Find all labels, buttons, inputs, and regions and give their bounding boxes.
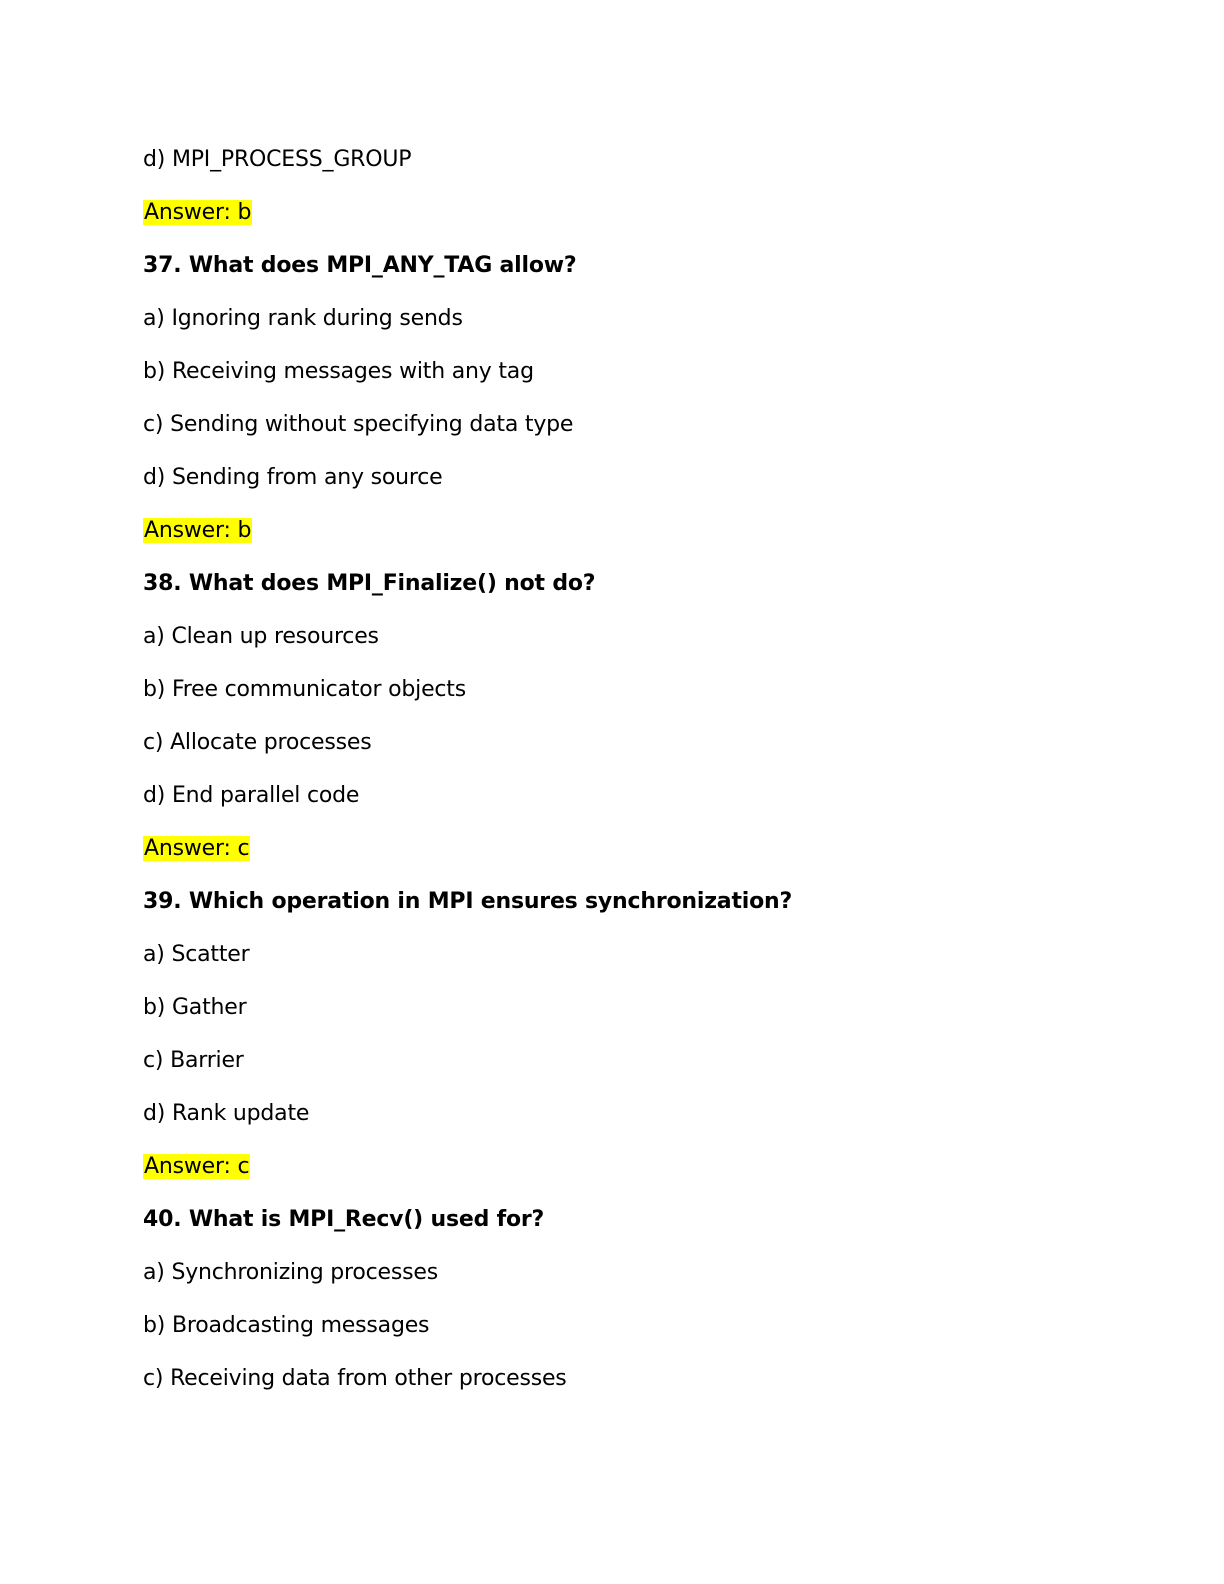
option-d-q38: d) End parallel code <box>143 783 360 808</box>
option-b-q38: b) Free communicator objects <box>143 677 466 702</box>
option-c-q38: c) Allocate processes <box>143 730 372 755</box>
answer-highlight: Answer: b <box>144 200 252 225</box>
option-a-q38: a) Clean up resources <box>143 624 379 649</box>
answer-q36 <box>143 195 252 231</box>
option-c-q37: c) Sending without specifying data type <box>143 412 574 437</box>
answer-highlight: Answer: b <box>144 518 252 543</box>
question-40: 40. What is MPI_Recv() used for? <box>143 1207 545 1232</box>
answer-highlight: Answer: c <box>144 1154 250 1179</box>
answer-highlight: Answer: c <box>144 836 250 861</box>
answer-q37 <box>143 513 252 549</box>
option-b-q39: b) Gather <box>143 995 247 1020</box>
option-d-q36: d) MPI_PROCESS_GROUP <box>143 147 412 172</box>
option-c-q39: c) Barrier <box>143 1048 244 1073</box>
option-a-q37: a) Ignoring rank during sends <box>143 306 463 331</box>
question-38: 38. What does MPI_Finalize() not do? <box>143 571 596 596</box>
option-c-q40: c) Receiving data from other processes <box>143 1366 567 1391</box>
option-a-q40: a) Synchronizing processes <box>143 1260 439 1285</box>
option-d-q39: d) Rank update <box>143 1101 310 1126</box>
question-39: 39. Which operation in MPI ensures synchronization? <box>143 889 793 914</box>
question-37: 37. What does MPI_ANY_TAG allow? <box>143 253 577 278</box>
answer-q39 <box>143 1149 250 1185</box>
option-b-q40: b) Broadcasting messages <box>143 1313 430 1338</box>
option-d-q37: d) Sending from any source <box>143 465 443 490</box>
answer-q38 <box>143 831 250 867</box>
option-b-q37: b) Receiving messages with any tag <box>143 359 534 384</box>
option-a-q39: a) Scatter <box>143 942 250 967</box>
